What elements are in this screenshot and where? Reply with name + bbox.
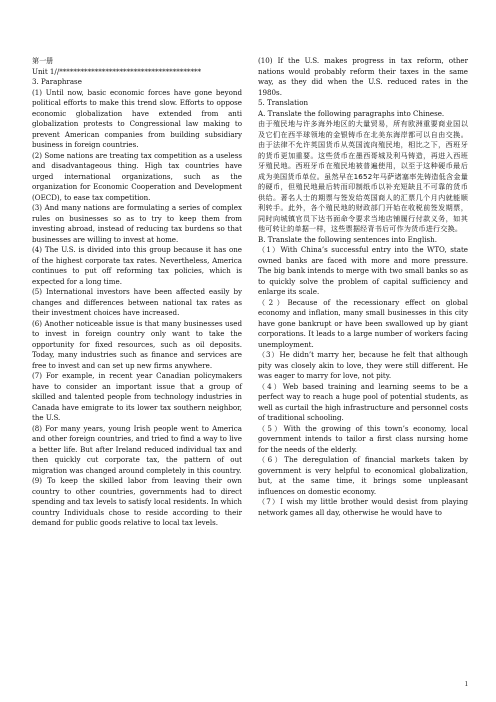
- paraphrase-item-8: (8) For many years, young Irish people went to America and other foreign countries, and tried to find a way to live a better life. But after Ireland reduced individual tax and then quickly cut corporate tax, the pattern of out migration was changed around completely in this country.: [32, 423, 242, 475]
- paraphrase-item-4: (4) The U.S. is divided into this group because it has one of the highest corporate tax rates. Nevertheless, America continues to put off reforming tax policies, which is expected for a long time.: [32, 245, 242, 286]
- translation-b-heading: B. Translate the following sentences into English.: [258, 234, 437, 244]
- section-heading-paraphrase: 3. Paraphrase: [32, 77, 82, 86]
- paraphrase-item-10: (10) If the U.S. makes progress in tax reform, other nations would probably reform their taxes in the same way, as they did when the U.S. reduced rates in the 1980s.: [258, 56, 468, 97]
- book-heading: 第一册: [32, 56, 54, 65]
- sentence-4: （4）Web based training and learning seems to be a perfect way to reach a huge pool of potential students, as well as curtail the high infrastructure and personnel costs of traditional schooling.: [258, 381, 468, 422]
- sentence-6: （6）The deregulation of financial markets taken by government is very helpful to economical globalization, but, at the same time, it brings some unpleasant influences on domestic economy.: [258, 455, 468, 496]
- right-column: [258, 56, 468, 518]
- paraphrase-item-7: (7) For example, in recent year Canadian policymakers have to consider an important issue that a group of skilled and talented people from technology industries in Canada have emigrate to its lower tax southern neighbor, the U.S.: [32, 371, 242, 422]
- page-number: 1: [464, 680, 468, 688]
- paraphrase-item-5: (5) International investors have been affected easily by changes and differences between national tax rates as their investment choices have increased.: [32, 287, 242, 317]
- unit-heading: Unit 1//****************************************: [32, 66, 202, 76]
- sentence-7: （7）I wish my little brother would desist from playing network games all day, otherwise he would have to: [258, 497, 468, 517]
- paraphrase-item-9: (9) To keep the skilled labor from leaving their own country to other countries, governments had to direct spending and tax levels to satisfy local residents. In which country Individuals chose to reside according to their demand for public goods relative to local tax levels.: [32, 476, 242, 527]
- sentence-3: （3）He didn’t marry her, because he felt that although pity was closely akin to love, they were still different. He was eager to marry for love, not pity.: [258, 350, 468, 380]
- paraphrase-item-1: (1) Until now, basic economic forces have gone beyond political efforts to make this trend slow. Efforts to oppose economic globalization have extended from anti globalization protests to Congressional law making to prevent American companies from building subsidiary business in foreign countries.: [32, 87, 242, 149]
- paraphrase-item-2: (2) Some nations are treating tax competition as a useless and disadvantageous thing. High tax countries have urged international organizations, such as the organization for Economic Cooperation and Development (OECD), to ease tax competition.: [32, 150, 242, 202]
- sentence-2: （2）Because of the recessionary effect on global economy and inflation, many small businesses in this city have gone bankrupt or have been swallowed up by giant corporations. It leads to a large number of workers facing unemployment.: [258, 297, 468, 349]
- left-column: [32, 56, 242, 529]
- chinese-translation-paragraph: 由于殖民地与许多海外地区的大量贸易，所有欧洲重要商业国以及它们在西半球领地的金银铸币在北美东海岸都可以自由交换。由于法律不允许英国货币从英国流向殖民地，相比之下，西班牙的货币更加重要。这些货币在墨西哥城及利马铸造，再进入西班牙殖民地。西班牙币在殖民地被普遍使用，以至于这种硬币最后成为美国货币单位。虽然早在1652年马萨诸塞率先铸造低含金量的硬币，但殖民地最后转而印制纸币以补充短缺且不可靠的货币供给。著名人士的期票与签发给英国商人的汇票几个月内就能顺利转手。此外，各个殖民地的财政部门开始在收税前签发期票，同时向城镇官员下达书面命令要求当地店铺履行付款义务，如其他可转让的单据一样，这些票据经背书后可作为货币进行交换。: [258, 119, 468, 233]
- sentence-5: （5）With the growing of this town’s economy, local government intends to tailor a first class nursing home for the needs of the elderly.: [258, 423, 468, 454]
- paraphrase-item-6: (6) Another noticeable issue is that many businesses used to invest in foreign country only want to take the opportunity for fixed resources, such as oil deposits. Today, many industries such as finance and services are free to invest and can set up new firms anywhere.: [32, 318, 242, 370]
- paraphrase-item-3: (3) And many nations are formulating a series of complex rules on businesses so as to try to keep them from investing abroad, instead of reducing tax burdens so that businesses are willing to invest at home.: [32, 203, 242, 244]
- section-heading-translation: 5. Translation: [258, 98, 309, 107]
- sentence-1: （1）With China’s successful entry into the WTO, state owned banks are faced with more and more pressure. The big bank intends to merge with two small banks so as to quickly solve the problem of capital sufficiency and enlarge its scale.: [258, 245, 468, 296]
- translation-a-heading: A. Translate the following paragraphs into Chinese.: [258, 108, 445, 118]
